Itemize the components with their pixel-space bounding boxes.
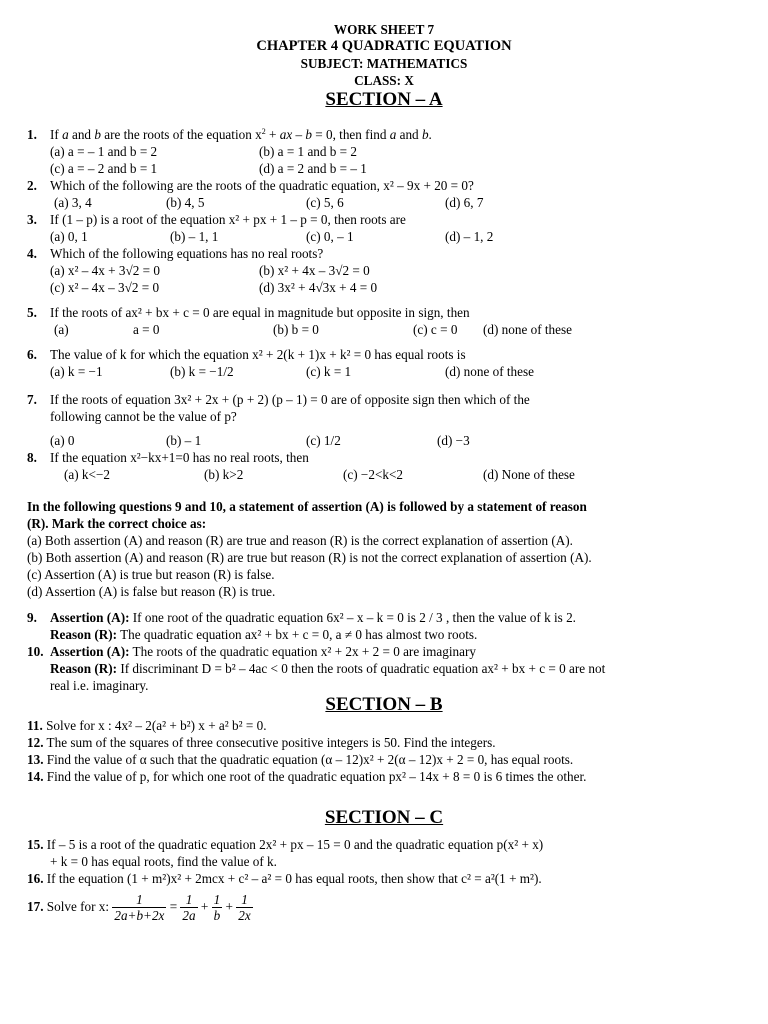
question-9 bbox=[0, 609, 768, 626]
question-17 bbox=[0, 890, 768, 924]
question-number: 14. bbox=[27, 769, 44, 784]
question-text: If the equation (1 + m²)x² + 2mcx + c² – a² = 0 has equal roots, then show that c² = a²(1 + m²). bbox=[46, 871, 542, 886]
question-number: 3. bbox=[27, 212, 37, 227]
denominator: 2a+b+2x bbox=[114, 908, 165, 924]
question-text: If – 5 is a root of the quadratic equation 2x² + px – 15 = 0 and the quadratic equation p(x² + x) bbox=[46, 837, 544, 852]
question-text: If the roots of equation 3x² + 2x + (p + 2) (p – 1) = 0 are of opposite sign then which of the bbox=[50, 392, 530, 407]
question-8 bbox=[0, 449, 768, 466]
question-number: 1. bbox=[27, 127, 37, 142]
question-1: 1. If a and b are the roots of the equation $x^2$ + ax – b = 0, then find a and b. bbox=[27, 127, 432, 142]
instructions-line-2: (R). Mark the correct choice as: bbox=[27, 516, 207, 531]
option-b: (b) b = 0 bbox=[273, 322, 319, 337]
question-text: Find the value of α such that the quadratic equation (α – 12)x² + 2(α – 12)x + 2 = 0, has equal roots. bbox=[46, 752, 574, 767]
q1-text: = 0, then find bbox=[311, 127, 390, 142]
question-number: 5. bbox=[27, 305, 37, 320]
plus-sign: + bbox=[200, 899, 209, 914]
option-b: (b) – 1, 1 bbox=[170, 229, 219, 244]
class-line: CLASS: X bbox=[354, 73, 414, 88]
question-14 bbox=[0, 768, 768, 785]
option-d: (d) −3 bbox=[437, 433, 470, 448]
q1-text: are the roots of the equation x bbox=[100, 127, 262, 142]
section-c-heading: SECTION – C bbox=[324, 807, 444, 828]
question-7 bbox=[0, 391, 768, 408]
question-5 bbox=[0, 304, 768, 321]
question-11 bbox=[0, 717, 768, 734]
option-b: (b) 4, 5 bbox=[166, 195, 205, 210]
q7-options bbox=[0, 432, 768, 449]
option-a-value: a = 0 bbox=[133, 322, 160, 337]
option-a: (a) k<−2 bbox=[64, 467, 110, 482]
question-number: 11. bbox=[27, 718, 43, 733]
choice-d: (d) Assertion (A) is false but reason (R) is true. bbox=[27, 584, 276, 599]
option-c: (c) k = 1 bbox=[306, 364, 352, 379]
question-text: The value of k for which the equation x² + 2(k + 1)x + k² = 0 has equal roots is bbox=[50, 347, 466, 362]
question-number: 7. bbox=[27, 392, 37, 407]
option-c: (c) 0, – 1 bbox=[306, 229, 354, 244]
q8-options bbox=[0, 466, 768, 483]
question-text: If (1 – p) is a root of the equation x² + px + 1 – p = 0, then roots are bbox=[50, 212, 406, 227]
question-text: If the equation x²−kx+1=0 has no real roots, then bbox=[50, 450, 309, 465]
question-text: Solve for x : 4x² – 2(a² + b²) x + a² b² = 0. bbox=[46, 718, 267, 733]
q1-text: . bbox=[428, 127, 432, 142]
choice-a: (a) Both assertion (A) and reason (R) are true and reason (R) is the correct explanation of assertion (A). bbox=[27, 533, 573, 548]
question-number: 9. bbox=[27, 610, 37, 625]
question-16 bbox=[0, 870, 768, 887]
q2-options bbox=[0, 194, 768, 211]
question-text: The sum of the squares of three consecutive positive integers is 50. Find the integers. bbox=[46, 735, 496, 750]
option-a: (a) x² – 4x + 3√2 = 0 bbox=[50, 263, 160, 278]
section-b bbox=[0, 693, 768, 785]
fraction-4 bbox=[236, 892, 252, 923]
numerator: 1 bbox=[180, 892, 197, 908]
option-b: (b) a = 1 and b = 2 bbox=[259, 144, 358, 159]
denominator: 2x bbox=[238, 908, 251, 924]
option-d: (d) None of these bbox=[483, 467, 575, 482]
question-10-reason-continued: real i.e. imaginary. bbox=[50, 678, 149, 693]
q6-options bbox=[0, 363, 768, 380]
assertion-label: Assertion (A): bbox=[50, 644, 130, 659]
question-text: Find the value of p, for which one root of the quadratic equation px² – 14x + 8 = 0 is 6 times the other. bbox=[46, 769, 587, 784]
question-4 bbox=[0, 245, 768, 262]
q4-options-row-2 bbox=[0, 279, 768, 296]
option-d: (d) 6, 7 bbox=[445, 195, 484, 210]
option-d: (d) none of these bbox=[483, 322, 572, 337]
q1-options-row-1 bbox=[0, 143, 768, 160]
subject-line: SUBJECT: MATHEMATICS bbox=[300, 56, 468, 71]
question-text: If the roots of ax² + bx + c = 0 are equal in magnitude but opposite in sign, then bbox=[50, 305, 470, 320]
choice-b: (b) Both assertion (A) and reason (R) are true but reason (R) is not the correct explanation of assertion (A). bbox=[27, 550, 592, 565]
assertion-label: Assertion (A): bbox=[50, 610, 130, 625]
assertion-text: If one root of the quadratic equation 6x² – x – k = 0 is 2 / 3 , then the value of k is 2. bbox=[129, 610, 576, 625]
numerator: 1 bbox=[213, 892, 221, 908]
option-a: (a) 0, 1 bbox=[50, 229, 88, 244]
question-15 bbox=[0, 836, 768, 853]
numerator: 1 bbox=[112, 892, 166, 908]
equals-sign: = bbox=[169, 899, 178, 914]
chapter-title: CHAPTER 4 QUADRATIC EQUATION bbox=[256, 38, 512, 54]
question-number: 8. bbox=[27, 450, 37, 465]
question-15-continued: + k = 0 has equal roots, find the value of k. bbox=[50, 854, 277, 869]
q1-text: and bbox=[396, 127, 422, 142]
question-number: 2. bbox=[27, 178, 37, 193]
q1-text: and bbox=[68, 127, 95, 142]
question-9-reason bbox=[0, 626, 768, 643]
question-number: 15. bbox=[27, 837, 44, 852]
choice-c: (c) Assertion (A) is true but reason (R) is false. bbox=[27, 567, 275, 582]
option-b: (b) k>2 bbox=[204, 467, 244, 482]
q4-options-row-1 bbox=[0, 262, 768, 279]
question-number: 13. bbox=[27, 752, 44, 767]
q1-text: + bbox=[265, 127, 280, 142]
question-10-reason bbox=[0, 660, 768, 677]
question-number: 17. bbox=[27, 899, 44, 914]
option-a: (a) 0 bbox=[50, 433, 75, 448]
question-text: Which of the following equations has no real roots? bbox=[50, 246, 324, 261]
question-12 bbox=[0, 734, 768, 751]
fraction-2 bbox=[180, 892, 197, 923]
option-d: (d) none of these bbox=[445, 364, 534, 379]
question-number: 10. bbox=[27, 644, 44, 659]
option-c: (c) c = 0 bbox=[413, 322, 458, 337]
section-a-heading: SECTION – A bbox=[325, 89, 443, 110]
reason-label: Reason (R): bbox=[50, 627, 118, 642]
assertion-text: The roots of the quadratic equation x² + 2x + 2 = 0 are imaginary bbox=[129, 644, 476, 659]
option-a: (a) 3, 4 bbox=[54, 195, 92, 210]
plus-sign: + bbox=[225, 899, 233, 914]
option-c: (c) 5, 6 bbox=[306, 195, 344, 210]
q1-text: – bbox=[292, 127, 306, 142]
section-c bbox=[0, 806, 768, 924]
denominator: b bbox=[213, 908, 221, 924]
fraction-1 bbox=[112, 892, 166, 923]
q1-options-row-2 bbox=[0, 160, 768, 177]
reason-text: If discriminant D = b² – 4ac < 0 then the roots of quadratic equation ax² + bx + c = 0 are not bbox=[117, 661, 606, 676]
numerator: 1 bbox=[236, 892, 252, 908]
question-number: 4. bbox=[27, 246, 37, 261]
question-6 bbox=[0, 346, 768, 363]
option-a: (a) k = −1 bbox=[50, 364, 103, 379]
question-10 bbox=[0, 643, 768, 660]
section-a bbox=[0, 126, 768, 694]
instructions-line-1: In the following questions 9 and 10, a statement of assertion (A) is followed by a statement of reason bbox=[27, 499, 587, 514]
question-2 bbox=[0, 177, 768, 194]
question-number: 16. bbox=[27, 871, 44, 886]
question-text: Which of the following are the roots of the quadratic equation, x² – 9x + 20 = 0? bbox=[50, 178, 474, 193]
worksheet-title: WORK SHEET 7 bbox=[333, 22, 435, 37]
option-c: (c) 1/2 bbox=[306, 433, 341, 448]
option-b: (b) x² + 4x – 3√2 = 0 bbox=[259, 263, 370, 278]
q3-options bbox=[0, 228, 768, 245]
question-13 bbox=[0, 751, 768, 768]
question-number: 6. bbox=[27, 347, 37, 362]
fraction-3 bbox=[212, 892, 223, 923]
option-c: (c) −2<k<2 bbox=[343, 467, 404, 482]
q5-options bbox=[0, 321, 768, 338]
question-text: Solve for x: bbox=[46, 899, 110, 914]
reason-label: Reason (R): bbox=[50, 661, 118, 676]
question-number: 12. bbox=[27, 735, 44, 750]
option-d: (d) 3x² + 4√3x + 4 = 0 bbox=[259, 280, 378, 295]
question-3 bbox=[0, 211, 768, 228]
option-c: (c) x² – 4x – 3√2 = 0 bbox=[50, 280, 160, 295]
denominator: 2a bbox=[182, 908, 196, 924]
worksheet-header bbox=[0, 21, 768, 112]
option-c: (c) a = – 2 and b = 1 bbox=[50, 161, 158, 176]
option-d: (d) a = 2 and b = – 1 bbox=[259, 161, 367, 176]
q1-text: If bbox=[50, 127, 63, 142]
option-a: (a) bbox=[54, 322, 69, 337]
section-b-heading: SECTION – B bbox=[325, 694, 443, 715]
option-a: (a) a = – 1 and b = 2 bbox=[50, 144, 158, 159]
option-b: (b) – 1 bbox=[166, 433, 202, 448]
question-7-continued: following cannot be the value of p? bbox=[50, 409, 237, 424]
option-d: (d) – 1, 2 bbox=[445, 229, 494, 244]
reason-text: The quadratic equation ax² + bx + c = 0, a ≠ 0 has almost two roots. bbox=[117, 627, 478, 642]
assertion-reason-instructions bbox=[0, 498, 768, 600]
option-b: (b) k = −1/2 bbox=[170, 364, 234, 379]
